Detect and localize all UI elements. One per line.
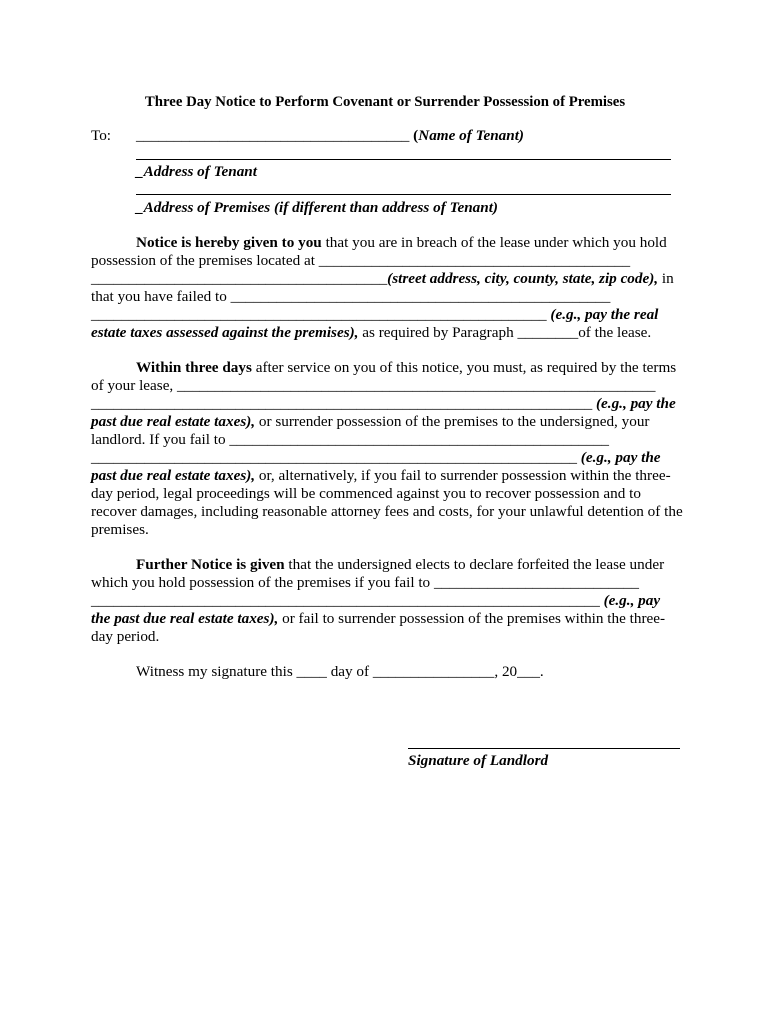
- further-lead: Further Notice is given: [136, 556, 285, 573]
- tenant-address-label: _Address of Tenant: [136, 163, 257, 180]
- text-fragment: after service on you of this notice, you must, as required by the terms: [251, 359, 677, 376]
- further-notice-paragraph: [91, 556, 681, 646]
- hint-text: the past due real estate taxes),: [91, 610, 279, 627]
- notice-lead: Notice is hereby given to you: [136, 234, 322, 251]
- tenant-name-paren: (: [409, 127, 419, 144]
- within-three-days-paragraph: [91, 359, 681, 539]
- tenant-name-line: [136, 127, 524, 145]
- text-line: day period, legal proceedings will be commenced against you to recover possession and to: [91, 485, 641, 502]
- text-line: landlord. If you fail to __________________________________________________: [91, 431, 610, 448]
- text-line: which you hold possession of the premises if you fail to ___________________________: [91, 574, 639, 591]
- text-line: [91, 324, 681, 342]
- blank-line: ___________________________________________________________________: [91, 592, 604, 609]
- text-line: day period.: [91, 628, 160, 645]
- text-line: [91, 306, 681, 324]
- hint-text: (e.g., pay the: [595, 395, 676, 412]
- text-fragment: or, alternatively, if you fail to surrender possession within the three-: [255, 467, 671, 484]
- text-line: recover damages, including reasonable attorney fees and costs, for your unlawful detention of the: [91, 503, 683, 520]
- text-line: [91, 449, 681, 467]
- text-fragment: or fail to surrender possession of the premises within the three-: [278, 610, 666, 627]
- hint-text: (street address, city, county, state, zip code),: [387, 270, 659, 287]
- tenant-name-hint: Name of Tenant): [418, 127, 524, 144]
- text-line: premises.: [91, 521, 149, 538]
- hint-text: estate taxes assessed against the premises),: [91, 324, 359, 341]
- blank-line: ____________________________________________________________: [91, 306, 551, 323]
- signature-line: [408, 748, 680, 749]
- to-label: To:: [91, 127, 112, 144]
- hint-text: (e.g., pay the: [580, 449, 661, 466]
- within-lead: Within three days: [136, 359, 252, 376]
- notice-paragraph: [91, 234, 681, 342]
- blank-line: __________________________________________________________________: [91, 395, 596, 412]
- witness-line: Witness my signature this ____ day of ________________, 20___.: [136, 663, 544, 680]
- text-line: [91, 413, 681, 431]
- hint-text: past due real estate taxes),: [91, 413, 256, 430]
- tenant-name-blank: ____________________________________: [136, 127, 410, 144]
- text-fragment: or surrender possession of the premises to the undersigned, your: [255, 413, 650, 430]
- text-fragment: in: [658, 270, 674, 287]
- signature-label: Signature of Landlord: [408, 752, 549, 769]
- premises-address-label: _Address of Premises (if different than address of Tenant): [136, 199, 498, 216]
- blank-line: ________________________________________________________________: [91, 449, 581, 466]
- hint-text: (e.g., pay: [603, 592, 661, 609]
- text-fragment: that the undersigned elects to declare forfeited the lease under: [284, 556, 665, 573]
- text-line: that you are in breach of the lease under which you hold: [321, 234, 667, 251]
- premises-address-rule: [136, 194, 671, 195]
- hint-text: (e.g., pay the real: [550, 306, 659, 323]
- hint-text: past due real estate taxes),: [91, 467, 256, 484]
- text-line: [91, 592, 681, 610]
- text-line: of your lease, _______________________________________________________________: [91, 377, 656, 394]
- tenant-address-rule: [136, 159, 671, 160]
- blank-line: _______________________________________: [91, 270, 388, 287]
- text-line: [91, 610, 681, 628]
- text-line: [91, 395, 681, 413]
- text-line: [91, 467, 681, 485]
- text-line: [91, 270, 681, 288]
- text-fragment: as required by Paragraph ________of the lease.: [358, 324, 652, 341]
- text-line: possession of the premises located at _________________________________________: [91, 252, 631, 269]
- document-title: Three Day Notice to Perform Covenant or Surrender Possession of Premises: [144, 94, 626, 110]
- text-line: that you have failed to __________________________________________________: [91, 288, 611, 305]
